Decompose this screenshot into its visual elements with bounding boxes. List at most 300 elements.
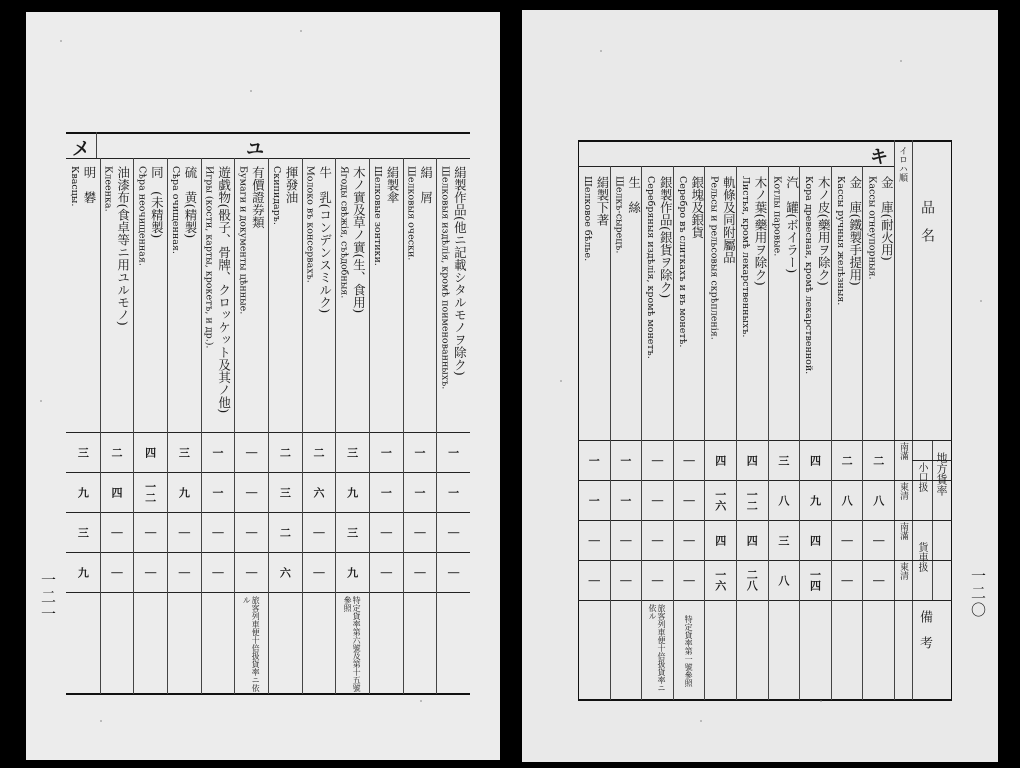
rate-south-small-text: 三 [177,446,191,458]
left-page-table [66,132,470,694]
rate-south-small [268,432,302,472]
table-row [66,132,100,694]
rate-south-small-text: 四 [713,454,727,466]
rate-east-car-text: ｜ [412,566,426,578]
scan-speck [600,50,602,52]
rate-east-car [66,552,100,592]
header-divider [912,140,913,700]
remarks [736,604,768,698]
kana-header-yu: ユ [246,139,264,160]
rate-south-car-text: ｜ [650,534,664,546]
item-name-ja: 油漆布(食卓等ニ用ユルモノ) [115,166,131,326]
row-divider [862,166,863,700]
rate-south-small-text: 二 [278,446,292,458]
rate-east-car [335,552,369,592]
rate-south-car-text: 二 [278,526,292,538]
remarks-text: 旅客列車便十倍扱貨率ニ依ル [242,596,261,692]
row-divider [610,166,611,700]
remarks [641,604,673,698]
table-row [673,140,705,700]
rate-east-car [167,552,201,592]
item-name-ja: 明 礬 [82,166,97,204]
rate-south-car-text: 四 [745,534,759,546]
rate-east-car-text: 九 [76,566,90,578]
item-name [643,176,673,359]
rate-east-small [369,472,403,512]
rate-east-car-text: ｜ [143,566,157,578]
rate-east-small [704,480,736,520]
table-row [799,140,831,700]
rate-south-car-text: ｜ [109,526,123,538]
rate-south-small [100,432,134,472]
item-name-ru: Листья, кромѣ лекарственныхъ. [740,176,751,338]
rate-south-car-text: ｜ [840,534,854,546]
scan-speck [700,720,702,722]
rate-east-car [862,560,894,600]
rate-south-car-text: ｜ [412,526,426,538]
rate-south-small [673,440,705,480]
scan-speck [250,90,252,92]
right-page [522,10,998,762]
header-wagon-lot: 貨車扱 [916,542,927,572]
rate-south-car [862,520,894,560]
header-east-car: 東清 [898,562,908,580]
rate-south-car [100,512,134,552]
rate-south-car [133,512,167,552]
rate-east-small-text: 一 [618,494,632,506]
item-name-ru: Клеенка. [102,166,114,212]
item-name [706,176,736,340]
rate-east-car-text: ｜ [587,574,601,586]
header-east-small: 東清 [898,482,908,500]
rate-east-car [673,560,705,600]
row-divider [736,166,737,700]
rate-east-car [831,560,863,600]
rate-east-car-text: ｜ [177,566,191,578]
table-row [610,140,642,700]
rate-south-car-text: ｜ [682,534,696,546]
rate-east-car-text: ｜ [109,566,123,578]
item-name [580,176,610,261]
rate-south-car [799,520,831,560]
header-south-small: 南滿 [898,442,908,460]
right-page-table [578,140,952,700]
table-row [403,132,437,694]
rate-south-small [167,432,201,472]
rate-east-small-text: 一二 [143,481,157,503]
item-name-ja: 汽 罐(ボイラー) [784,176,800,274]
rate-east-small-text: 四 [109,486,123,498]
rate-south-small [335,432,369,472]
remarks [167,596,201,692]
rate-east-small-text: 九 [808,494,822,506]
table-row [831,140,863,700]
item-name-ja: 銀塊及銀貨 [689,176,705,239]
item-name-ru: Шелковыя издѣлія, кромѣ поименованныхъ. [439,166,451,390]
header-local-rate: 地方貨率 [935,452,948,496]
item-name-ja: 木ノ實及草ノ實(生、食用) [351,166,367,314]
rate-east-small-text: 一 [379,486,393,498]
row-divider [268,158,269,694]
rate-east-small-text: 九 [76,486,90,498]
rate-south-small [369,432,403,472]
item-name [235,166,265,314]
row-divider [369,158,370,694]
rate-east-small-text: 一二 [745,489,759,511]
rate-south-car-text: ｜ [618,534,632,546]
rate-east-car-text: ｜ [446,566,460,578]
rate-east-small [100,472,134,512]
rate-east-small-text: 九 [177,486,191,498]
item-name-ru: Сѣра очищенная. [170,166,181,254]
item-name-ja: 絹製傘 [385,166,400,204]
rate-south-car-text: ｜ [143,526,157,538]
rate-east-car [403,552,437,592]
rate-south-car-text: 四 [808,534,822,546]
item-name-ja: 同 (未精製) [149,166,165,239]
table-row [201,132,235,694]
rate-south-small [768,440,800,480]
rate-south-car [403,512,437,552]
rate-south-small [234,432,268,472]
item-name-ru: Скипидаръ. [271,166,282,225]
rate-south-car-text: ｜ [446,526,460,538]
rate-east-small [234,472,268,512]
rate-east-small [641,480,673,520]
scan-speck [300,30,302,32]
item-name-ru: Квасцы. [69,166,80,207]
kana-header-ki: キ [870,147,888,168]
remarks [578,604,610,698]
rate-south-small-text: 三 [76,446,90,458]
rate-south-car-text: 三 [76,526,90,538]
rate-south-small [578,440,610,480]
rate-east-small-text: 一 [210,486,224,498]
rate-east-car-text: ｜ [650,574,664,586]
rate-east-small-text: 一六 [713,489,727,511]
rate-south-small-text: 四 [745,454,759,466]
rate-east-small [862,480,894,520]
item-name [101,166,131,326]
rate-east-small [201,472,235,512]
remarks [673,604,705,698]
rate-south-car-text: ｜ [379,526,393,538]
rate-east-car-text: ｜ [618,574,632,586]
row-divider [799,166,800,700]
rate-south-small [736,440,768,480]
rate-east-small-text: ｜ [682,494,696,506]
rate-east-small [302,472,336,512]
table-right-rule [951,140,952,700]
item-name-ru: Шелкъ-сырецъ. [613,176,625,254]
rate-east-small-text: 一 [446,486,460,498]
item-name [67,166,97,206]
item-name-ja: 金 庫(耐火用) [879,176,895,261]
item-name-ja: 揮發油 [284,166,299,204]
remarks [100,596,134,692]
row-divider [673,166,674,700]
rate-south-small [133,432,167,472]
remarks [369,596,403,692]
rate-east-small [578,480,610,520]
rate-east-car [369,552,403,592]
row-divider [831,166,832,700]
row-divider [100,158,101,694]
left-page [26,12,500,760]
item-name [336,166,366,313]
item-name-ru: Молоко въ консервахъ. [304,166,316,283]
item-name-ru: Кора древесная, кромѣ лекарственной. [803,176,815,375]
rate-east-small [403,472,437,512]
item-name-ru: Шелковое бѣлье. [582,176,593,262]
item-name-ja: 硫 黄(精製) [183,166,198,239]
item-name [134,166,164,266]
rate-east-car-text: 一四 [808,569,822,591]
remarks [610,604,642,698]
rate-south-small [403,432,437,472]
rate-south-car [234,512,268,552]
rate-east-small [768,480,800,520]
item-name-ru: Ягоды свѣжія, съѣдобныя. [338,166,350,299]
rate-south-small-text: 一 [446,446,460,458]
remarks-text: 特定貨率第六號及第十五號參照 [343,596,362,692]
rate-south-small [66,432,100,472]
rate-south-small-text: 一 [587,454,601,466]
item-name [437,166,467,389]
rate-south-small [831,440,863,480]
rate-east-small [673,480,705,520]
rate-south-car [436,512,470,552]
rate-east-car [768,560,800,600]
rate-east-small-text: 一 [587,494,601,506]
rate-south-car [201,512,235,552]
remarks-text: 旅客列車便十倍扱貨率ニ依ル [647,604,666,692]
rate-south-car-text: ｜ [177,526,191,538]
rate-east-small [436,472,470,512]
item-name-ja: 金 庫(鐵製手提用) [847,176,863,286]
remarks [201,596,235,692]
row-divider [133,158,134,694]
rate-east-small [167,472,201,512]
item-name-ru: Игры (кости, карты, крокетъ, и др.). [203,166,215,349]
rate-east-small [133,472,167,512]
rate-south-small-text: ｜ [244,446,258,458]
table-row [862,140,894,700]
item-name [770,176,800,273]
item-name-ru: Кассы огнеупорныя. [866,176,878,280]
rate-south-small-text: 一 [379,446,393,458]
remarks [831,604,863,698]
header-small-lot: 小口扱 [916,462,927,492]
rate-east-car [201,552,235,592]
row-divider [436,158,437,694]
remarks [302,596,336,692]
rate-south-small-text: 一 [618,454,632,466]
rate-east-car-text: 八 [776,574,790,586]
item-name [202,166,232,413]
rate-east-small-text: 一 [412,486,426,498]
rate-south-car [641,520,673,560]
row-divider [704,166,705,700]
rate-east-car [578,560,610,600]
rate-south-car [704,520,736,560]
item-name-ru: Серебро въ слиткахъ и въ монетѣ. [676,176,688,348]
rate-south-small-text: 一 [210,446,224,458]
item-name-ja: 木ノ葉(藥用ヲ除ク) [753,176,768,286]
rate-east-car [704,560,736,600]
header-south-car: 南滿 [898,522,908,540]
rate-east-small [66,472,100,512]
row-divider [302,158,303,694]
remarks [704,604,736,698]
table-row [641,140,673,700]
rate-south-small-text: ｜ [682,454,696,466]
rate-south-car [369,512,403,552]
rate-south-small-text: 二 [871,454,885,466]
item-name [675,176,705,347]
rate-south-small [610,440,642,480]
header-remarks: 備 考 [917,610,932,649]
rate-south-small-text: 四 [143,446,157,458]
rate-south-small-text: 二 [840,454,854,466]
rate-south-small-text: 一 [412,446,426,458]
remarks [268,596,302,692]
table-row [736,140,768,700]
item-name-ru: Кассы ручныя желѣзныя. [834,176,846,306]
rate-south-small-text: 二 [311,446,325,458]
rate-south-car [167,512,201,552]
rate-east-car-text: 六 [278,566,292,578]
rate-east-small-text: 三 [278,486,292,498]
row-divider [335,158,336,694]
header-item-name: 品 名 [919,200,935,242]
rate-south-small [799,440,831,480]
rate-south-car [831,520,863,560]
row-divider [234,158,235,694]
rate-south-car [610,520,642,560]
table-row [578,140,610,700]
item-name [404,166,434,260]
rate-east-small [610,480,642,520]
rate-east-car-text: ｜ [871,574,885,586]
table-row [100,132,134,694]
rate-south-small-text: 三 [345,446,359,458]
remarks [768,604,800,698]
rate-south-car-text: ｜ [311,526,325,538]
remarks [66,596,100,692]
item-name-ru: Шелковыя очески. [405,166,417,261]
scan-speck [820,700,822,702]
rate-east-small [799,480,831,520]
rate-south-car-text: 三 [345,526,359,538]
scan-speck [40,400,42,402]
rate-south-car [335,512,369,552]
item-name [168,166,198,254]
rate-east-car [302,552,336,592]
item-name [738,176,768,337]
rate-east-small-text: 八 [840,494,854,506]
rate-east-car-text: 九 [345,566,359,578]
scan-speck [900,60,902,62]
rate-south-car [66,512,100,552]
rate-east-car [736,560,768,600]
item-name-ru: Бумаги и документы цѣнные. [237,166,249,315]
scan-speck [560,380,562,382]
right-page-number: 一二〇 [969,568,987,619]
rate-south-car-text: ｜ [210,526,224,538]
rate-south-small [436,432,470,472]
header-iroha: イロハ順 [897,146,907,182]
rate-south-car-text: 四 [713,534,727,546]
scan-speck [980,300,982,302]
item-name-ru: Рельсы и рельсовыя скрѣпленія. [708,176,720,340]
scan-speck [100,720,102,722]
rate-south-car [268,512,302,552]
left-page-number: 一二一 [39,572,57,623]
remarks [799,604,831,698]
table-row [167,132,201,694]
rate-south-car [302,512,336,552]
item-name-ja: 軌條及同附屬品 [721,176,737,264]
rate-south-car-text: ｜ [587,534,601,546]
rate-east-car [268,552,302,592]
rate-south-car [768,520,800,560]
item-name-ru: Серебряныя издѣлія, кромѣ монетъ. [645,176,657,359]
remarks [133,596,167,692]
item-name [864,176,894,280]
table-row [436,132,470,694]
rate-south-small [704,440,736,480]
item-name-ja: 絹製作品(他ニ記載シタルモノヲ除ク) [452,166,468,376]
table-row [234,132,268,694]
rate-south-car-text: ｜ [871,534,885,546]
row-divider [768,166,769,700]
rate-east-small [268,472,302,512]
rate-east-car [234,552,268,592]
row-divider [201,158,202,694]
rate-south-car-text: 三 [776,534,790,546]
rate-east-car-text: ｜ [210,566,224,578]
item-name-ja: 遊戯物(骰子、骨牌、クロッケット及其ノ他) [216,166,232,414]
rate-east-car [100,552,134,592]
rate-south-car-text: ｜ [244,526,258,538]
rate-east-car [610,560,642,600]
item-name-ja: 木ノ皮(藥用ヲ除ク) [816,176,832,286]
item-name-ru: Котлы паровые. [771,176,783,257]
rate-east-small-text: 六 [311,486,325,498]
rate-east-small [736,480,768,520]
row-divider [167,158,168,694]
rate-east-small-text: 八 [776,494,790,506]
rate-east-car-text: ｜ [311,566,325,578]
rate-south-small [201,432,235,472]
rate-south-small [862,440,894,480]
rate-east-car [799,560,831,600]
remarks-text: 特定貨率第一號參照 [684,615,694,687]
rate-east-small-text: ｜ [244,486,258,498]
rate-east-car-text: 二八 [745,569,759,591]
remarks [862,604,894,698]
rate-east-car [133,552,167,592]
rate-south-small-text: 三 [776,454,790,466]
item-name-ru: Сѣра неочищенная. [136,166,148,266]
item-name-ja: 銀製作品(銀貨ヲ除ク) [658,176,674,299]
item-name [612,176,642,253]
remarks [403,596,437,692]
scan-speck [420,700,422,702]
table-row [268,132,302,694]
item-name-ru: Шелковые зонтики. [372,166,383,266]
